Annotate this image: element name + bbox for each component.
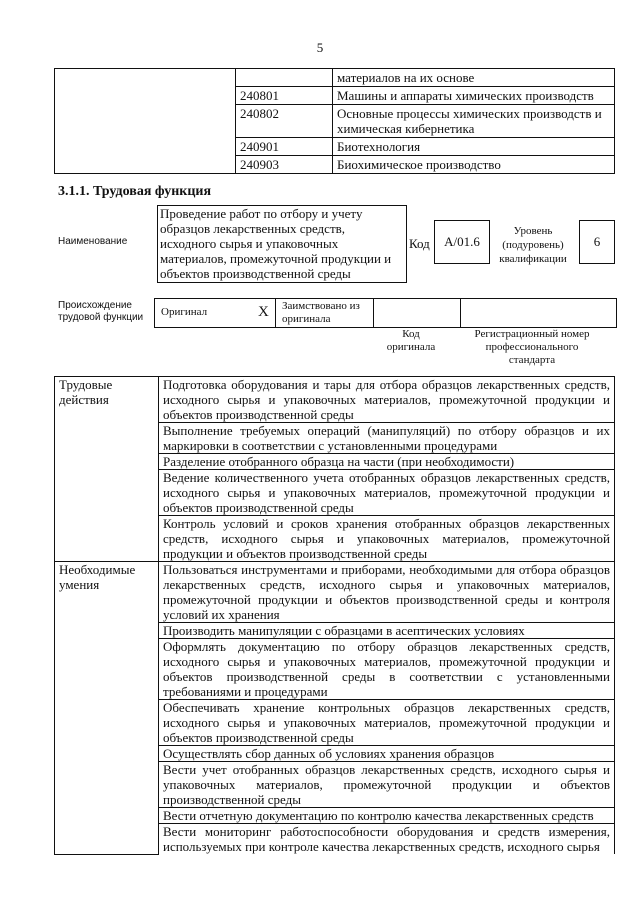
name-label: Наименование — [58, 236, 128, 247]
table-cell: Обеспечивать хранение контрольных образцов лекарственных средств, исходного сырья и упаковочных материалов, промежуточной продукции и объектов производственной среды — [159, 700, 615, 746]
group-label: Трудовые действия — [55, 377, 159, 562]
code-original-cell — [374, 299, 461, 327]
table-row — [55, 69, 615, 87]
page-number: 5 — [316, 40, 324, 55]
code-label: Код — [409, 236, 430, 251]
code-cell: 240901 — [236, 138, 333, 156]
function-table — [54, 376, 615, 855]
name-cell: материалов на их основе — [333, 69, 615, 87]
name-cell: Биохимическое производство — [333, 156, 615, 174]
code-cell: 240801 — [236, 87, 333, 105]
section-title: 3.1.1. Трудовая функция — [58, 184, 212, 199]
code-cell: 240802 — [236, 105, 333, 138]
level-value-box: 6 — [579, 220, 615, 264]
group-label: Необходимые умения — [55, 562, 159, 855]
table-cell: Производить манипуляции с образцами в асептических условиях — [159, 623, 615, 639]
table-cell: Контроль условий и сроков хранения отобранных образцов лекарственных средств, исходного сырья и упаковочных материалов, промежуточной продукции и объектов производственной среды — [159, 516, 615, 562]
table-cell: Подготовка оборудования и тары для отбора образцов лекарственных средств, исходного сырья и упаковочных материалов, промежуточной продукции и объектов производственной среды — [159, 377, 615, 423]
table-cell: Ведение количественного учета отобранных образцов лекарственных средств, исходного сырья и упаковочных материалов, промежуточной продукции и объектов производственной среды — [159, 470, 615, 516]
table-cell: Вести мониторинг работоспособности оборудования и средств измерения, используемых при контроле качества лекарственных средств, исходного сырья — [159, 824, 615, 855]
specialty-table — [54, 68, 615, 174]
code-cell — [236, 69, 333, 87]
empty-cell — [55, 69, 236, 174]
name-cell: Машины и аппараты химических производств — [333, 87, 615, 105]
table-row — [55, 562, 615, 623]
code-cell: 240903 — [236, 156, 333, 174]
function-code-box: A/01.6 — [434, 220, 490, 264]
borrowed-label: Заимствовано из оригинала — [282, 300, 360, 325]
table-cell: Выполнение требуемых операций (манипуляций) по отбору образцов и их маркировки в соответствии с установленными процедурами — [159, 423, 615, 454]
table-cell: Вести учет отобранных образцов лекарственных средств, исходного сырья и упаковочных материалов, промежуточной продукции и объектов производственной среды — [159, 762, 615, 808]
original-label: Оригинал — [161, 306, 208, 318]
origin-row — [154, 298, 617, 328]
table-cell: Пользоваться инструментами и приборами, необходимыми для отбора образцов лекарственных средств, исходного сырья и упаковочных материалов, промежуточной продукции и объектов производственной среды и контроля условий их хранения — [159, 562, 615, 623]
table-cell: Оформлять документацию по отбору образцов лекарственных средств, исходного сырья и упаковочных материалов, промежуточной продукции и объектов производственной среды в соответствии с установленными требованиями и процедурами — [159, 639, 615, 700]
original-mark: X — [258, 304, 269, 320]
table-cell: Вести отчетную документацию по контролю качества лекарственных средств — [159, 808, 615, 824]
table-cell: Осуществлять сбор данных об условиях хранения образцов — [159, 746, 615, 762]
name-cell: Основные процессы химических производств и химическая кибернетика — [333, 105, 615, 138]
origin-label: Происхождение трудовой функции — [58, 300, 144, 323]
code-original-label: Код оригинала — [386, 328, 436, 353]
table-cell: Разделение отобранного образца на части (при необходимости) — [159, 454, 615, 470]
borrowed-cell — [276, 299, 374, 327]
function-name-box: Проведение работ по отбору и учету образцов лекарственных средств, исходного сырья и упаковочных материалов, промежуточной продукции и объектов производственной среды — [157, 205, 407, 283]
reg-number-label: Регистрационный номер профессионального стандарта — [474, 328, 590, 366]
name-cell: Биотехнология — [333, 138, 615, 156]
table-row — [55, 377, 615, 423]
level-label: Уровень (подуровень) квалификации — [499, 225, 567, 265]
